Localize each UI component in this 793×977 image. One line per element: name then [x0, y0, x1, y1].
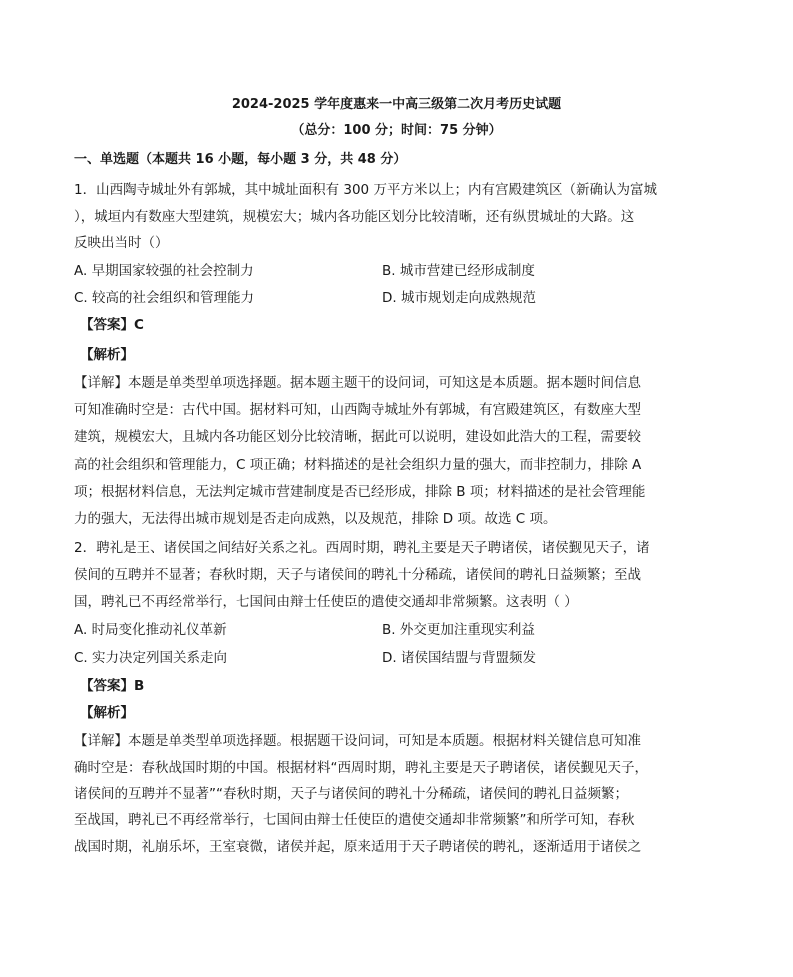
q2-analysis-label: 【解析】: [80, 705, 134, 721]
q2-stem-line: 国，聘礼已不再经常举行，七国间由辩士任使臣的遣使交通却非常频繁。这表明（ ）: [74, 594, 578, 610]
q1-option-c: C. 较高的社会组织和管理能力: [74, 290, 255, 306]
q2-option-a: A. 时局变化推动礼仪革新: [74, 622, 227, 638]
q1-detail-line: 可知准确时空是：古代中国。据材料可知，山西陶寺城址外有郭城，有宫殿建筑区，有数座大型: [74, 402, 641, 418]
q2-option-b: B. 外交更加注重现实利益: [382, 622, 535, 638]
q2-detail-line: 至战国，聘礼已不再经常举行，七国间由辩士任使臣的遣使交通却非常频繁”和所学可知，春秋: [74, 812, 635, 828]
q2-detail-line: 【详解】本题是单类型单项选择题。根据题干设问词，可知是本质题。根据材料关键信息可知准: [74, 733, 641, 749]
q1-stem-line: 反映出当时（）: [74, 235, 169, 251]
q1-analysis-label: 【解析】: [80, 347, 134, 363]
q2-detail-line: 诸侯间的互聘并不显著”“春秋时期，天子与诸侯间的聘礼十分稀疏，诸侯间的聘礼日益频繁；: [74, 786, 628, 802]
q1-option-b: B. 城市营建已经形成制度: [382, 263, 535, 279]
q1-stem-line: 1．山西陶寺城址外有郭城，其中城址面积有 300 万平方米以上；内有宫殿建筑区（新确认为富城: [74, 182, 657, 198]
page-subtitle: （总分：100 分；时间：75 分钟）: [291, 123, 502, 138]
q1-stem-line: ），城垣内有数座大型建筑，规模宏大；城内各功能区划分比较清晰，还有纵贯城址的大路。这: [74, 209, 635, 225]
q1-detail-line: 项；根据材料信息，无法判定城市营建制度是否已经形成，排除 B 项；材料描述的是社会管理能: [74, 484, 646, 500]
q1-option-d: D. 城市规划走向成熟规范: [382, 290, 536, 306]
q1-detail-line: 高的社会组织和管理能力，C 项正确；材料描述的是社会组织力量的强大，而非控制力，排除 A: [74, 457, 642, 473]
q1-detail-line: 【详解】本题是单类型单项选择题。据本题主题干的设问词，可知这是本质题。据本题时间信息: [74, 375, 641, 391]
q2-detail-line: 确时空是：春秋战国时期的中国。根据材料“西周时期，聘礼主要是天子聘诸侯，诸侯觐见天子，: [74, 760, 648, 776]
q2-option-d: D. 诸侯国结盟与背盟频发: [382, 650, 536, 666]
q2-stem-line: 2．聘礼是王、诸侯国之间结好关系之礼。西周时期，聘礼主要是天子聘诸侯，诸侯觐见天子，诸: [74, 540, 650, 556]
q2-stem-line: 侯间的互聘并不显著；春秋时期，天子与诸侯间的聘礼十分稀疏，诸侯间的聘礼日益频繁；至战: [74, 567, 641, 583]
q1-answer: 【答案】C: [80, 317, 144, 333]
q2-detail-line: 战国时期，礼崩乐坏，王室衰微，诸侯并起，原来适用于天子聘诸侯的聘礼，逐渐适用于诸侯之: [74, 839, 641, 855]
page-title: 2024-2025 学年度惠来一中高三级第二次月考历史试题: [231, 97, 562, 112]
q2-option-c: C. 实力决定列国关系走向: [74, 650, 228, 666]
q2-answer: 【答案】B: [80, 678, 145, 694]
section-heading: 一、单选题（本题共 16 小题，每小题 3 分，共 48 分）: [74, 152, 407, 167]
q1-detail-line: 力的强大，无法得出城市规划是否走向成熟，以及规范，排除 D 项。故选 C 项。: [74, 511, 557, 527]
q1-option-a: A. 早期国家较强的社会控制力: [74, 263, 254, 279]
q1-detail-line: 建筑，规模宏大，且城内各功能区划分比较清晰，据此可以说明，建设如此浩大的工程，需要较: [74, 429, 641, 445]
